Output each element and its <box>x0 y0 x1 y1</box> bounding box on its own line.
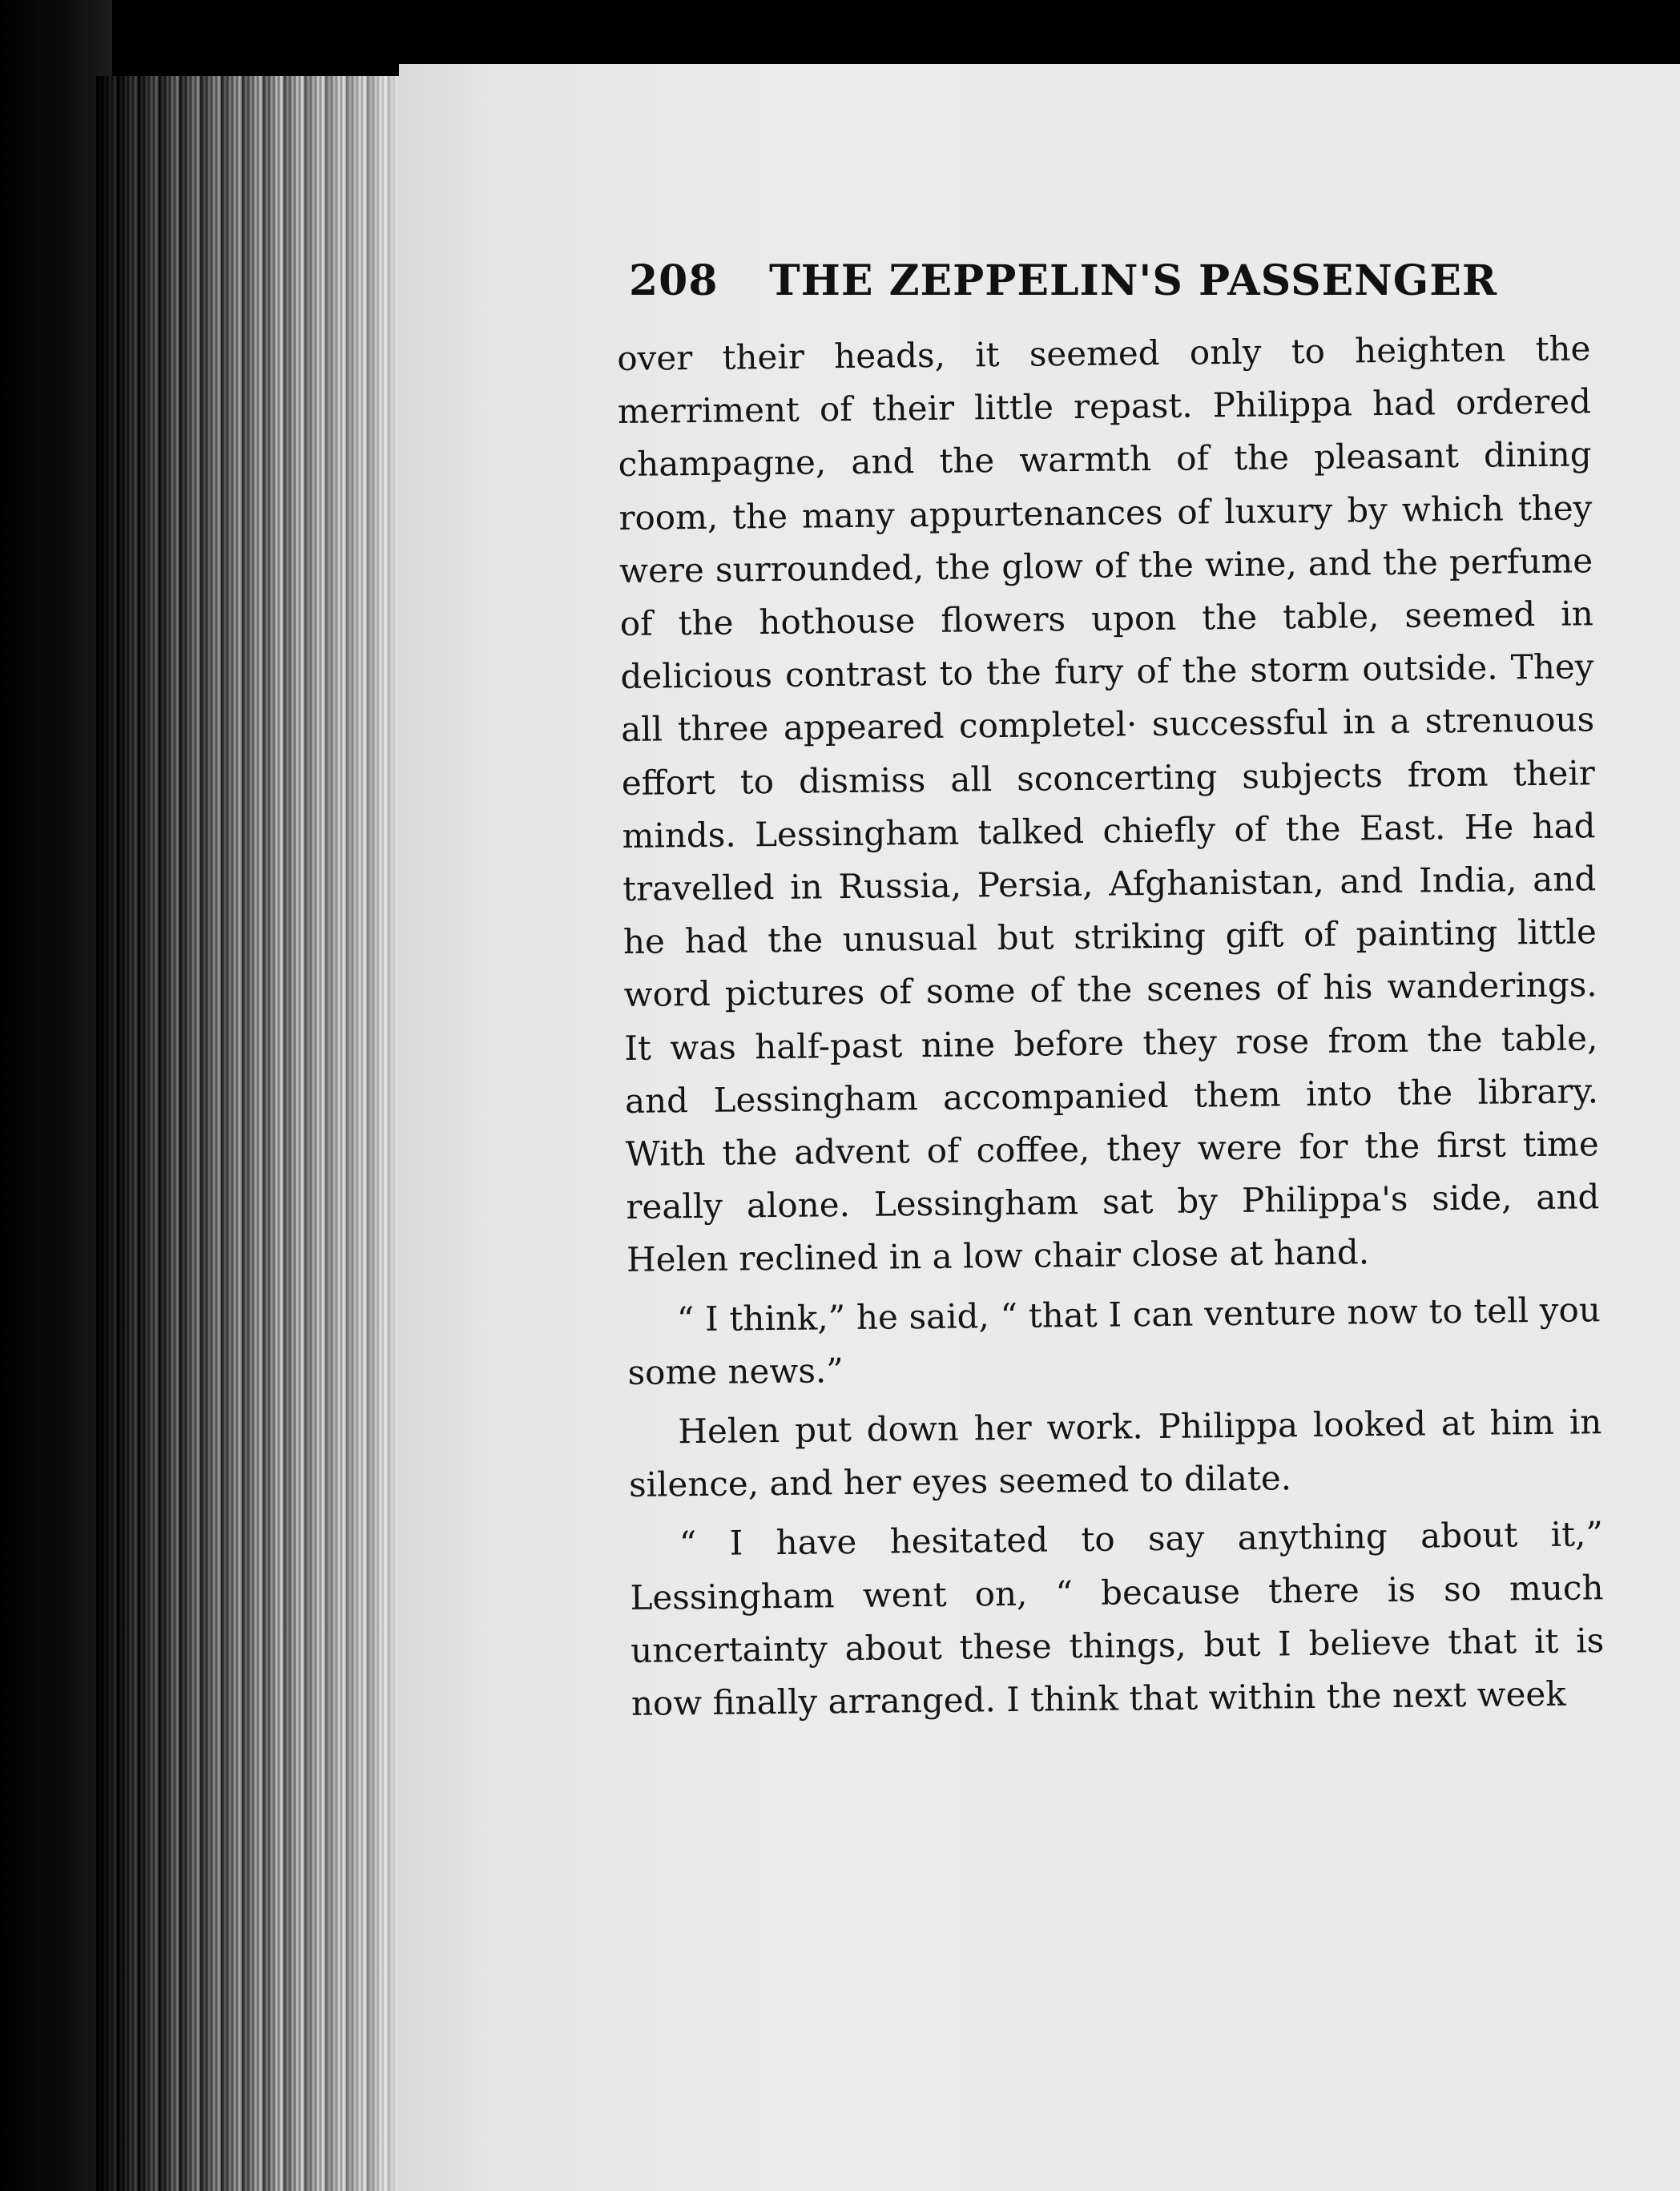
paragraph: “ I have hesitated to say anything about it,” Lessingham went on, “ because there is so much uncertainty about these things, but I believe that it is now finally arranged. I think that within the next week <box>630 1514 1605 1723</box>
paragraph-continued: over their heads, it seemed only to heighten the merriment of their little repast. Philippa had ordered champagne, and the warmth of the pleasant dining room, the many appurtenances of luxury by which they were surrounded, the glow of the wine, and the perfume of the hothouse flowers upon the table, seemed in delicious contrast to the fury of the storm outside. They all three appeared completel· successful in a strenuous effort to dismiss all sconcerting subjects from their minds. Lessingham talked chiefly of the East. He had travelled in Russia, Persia, Afghanistan, and India, and he had the unusual but striking gift of painting little word pictures of some of the scenes of his wanderings. It was half-past nine before they rose from the table, and Lessingham accompanied them into the library. With the advent of coffee, they were for the first time really alone. Lessingham sat by Philippa's side, and Helen reclined in a low chair close at hand. <box>617 328 1600 1280</box>
paragraph: Helen put down her work. Philippa looked at him in silence, and her eyes seemed to dilate. <box>628 1402 1602 1505</box>
page-number: 208 <box>629 256 719 305</box>
paragraph: “ I think,” he said, “ that I can venture now to tell you some news.” <box>627 1289 1601 1392</box>
running-header <box>629 256 1574 305</box>
book-page-edges <box>96 76 405 2191</box>
scan-left-border <box>0 0 112 2191</box>
running-title: THE ZEPPELIN'S PASSENGER <box>769 256 1498 305</box>
body-text <box>617 322 1605 1730</box>
